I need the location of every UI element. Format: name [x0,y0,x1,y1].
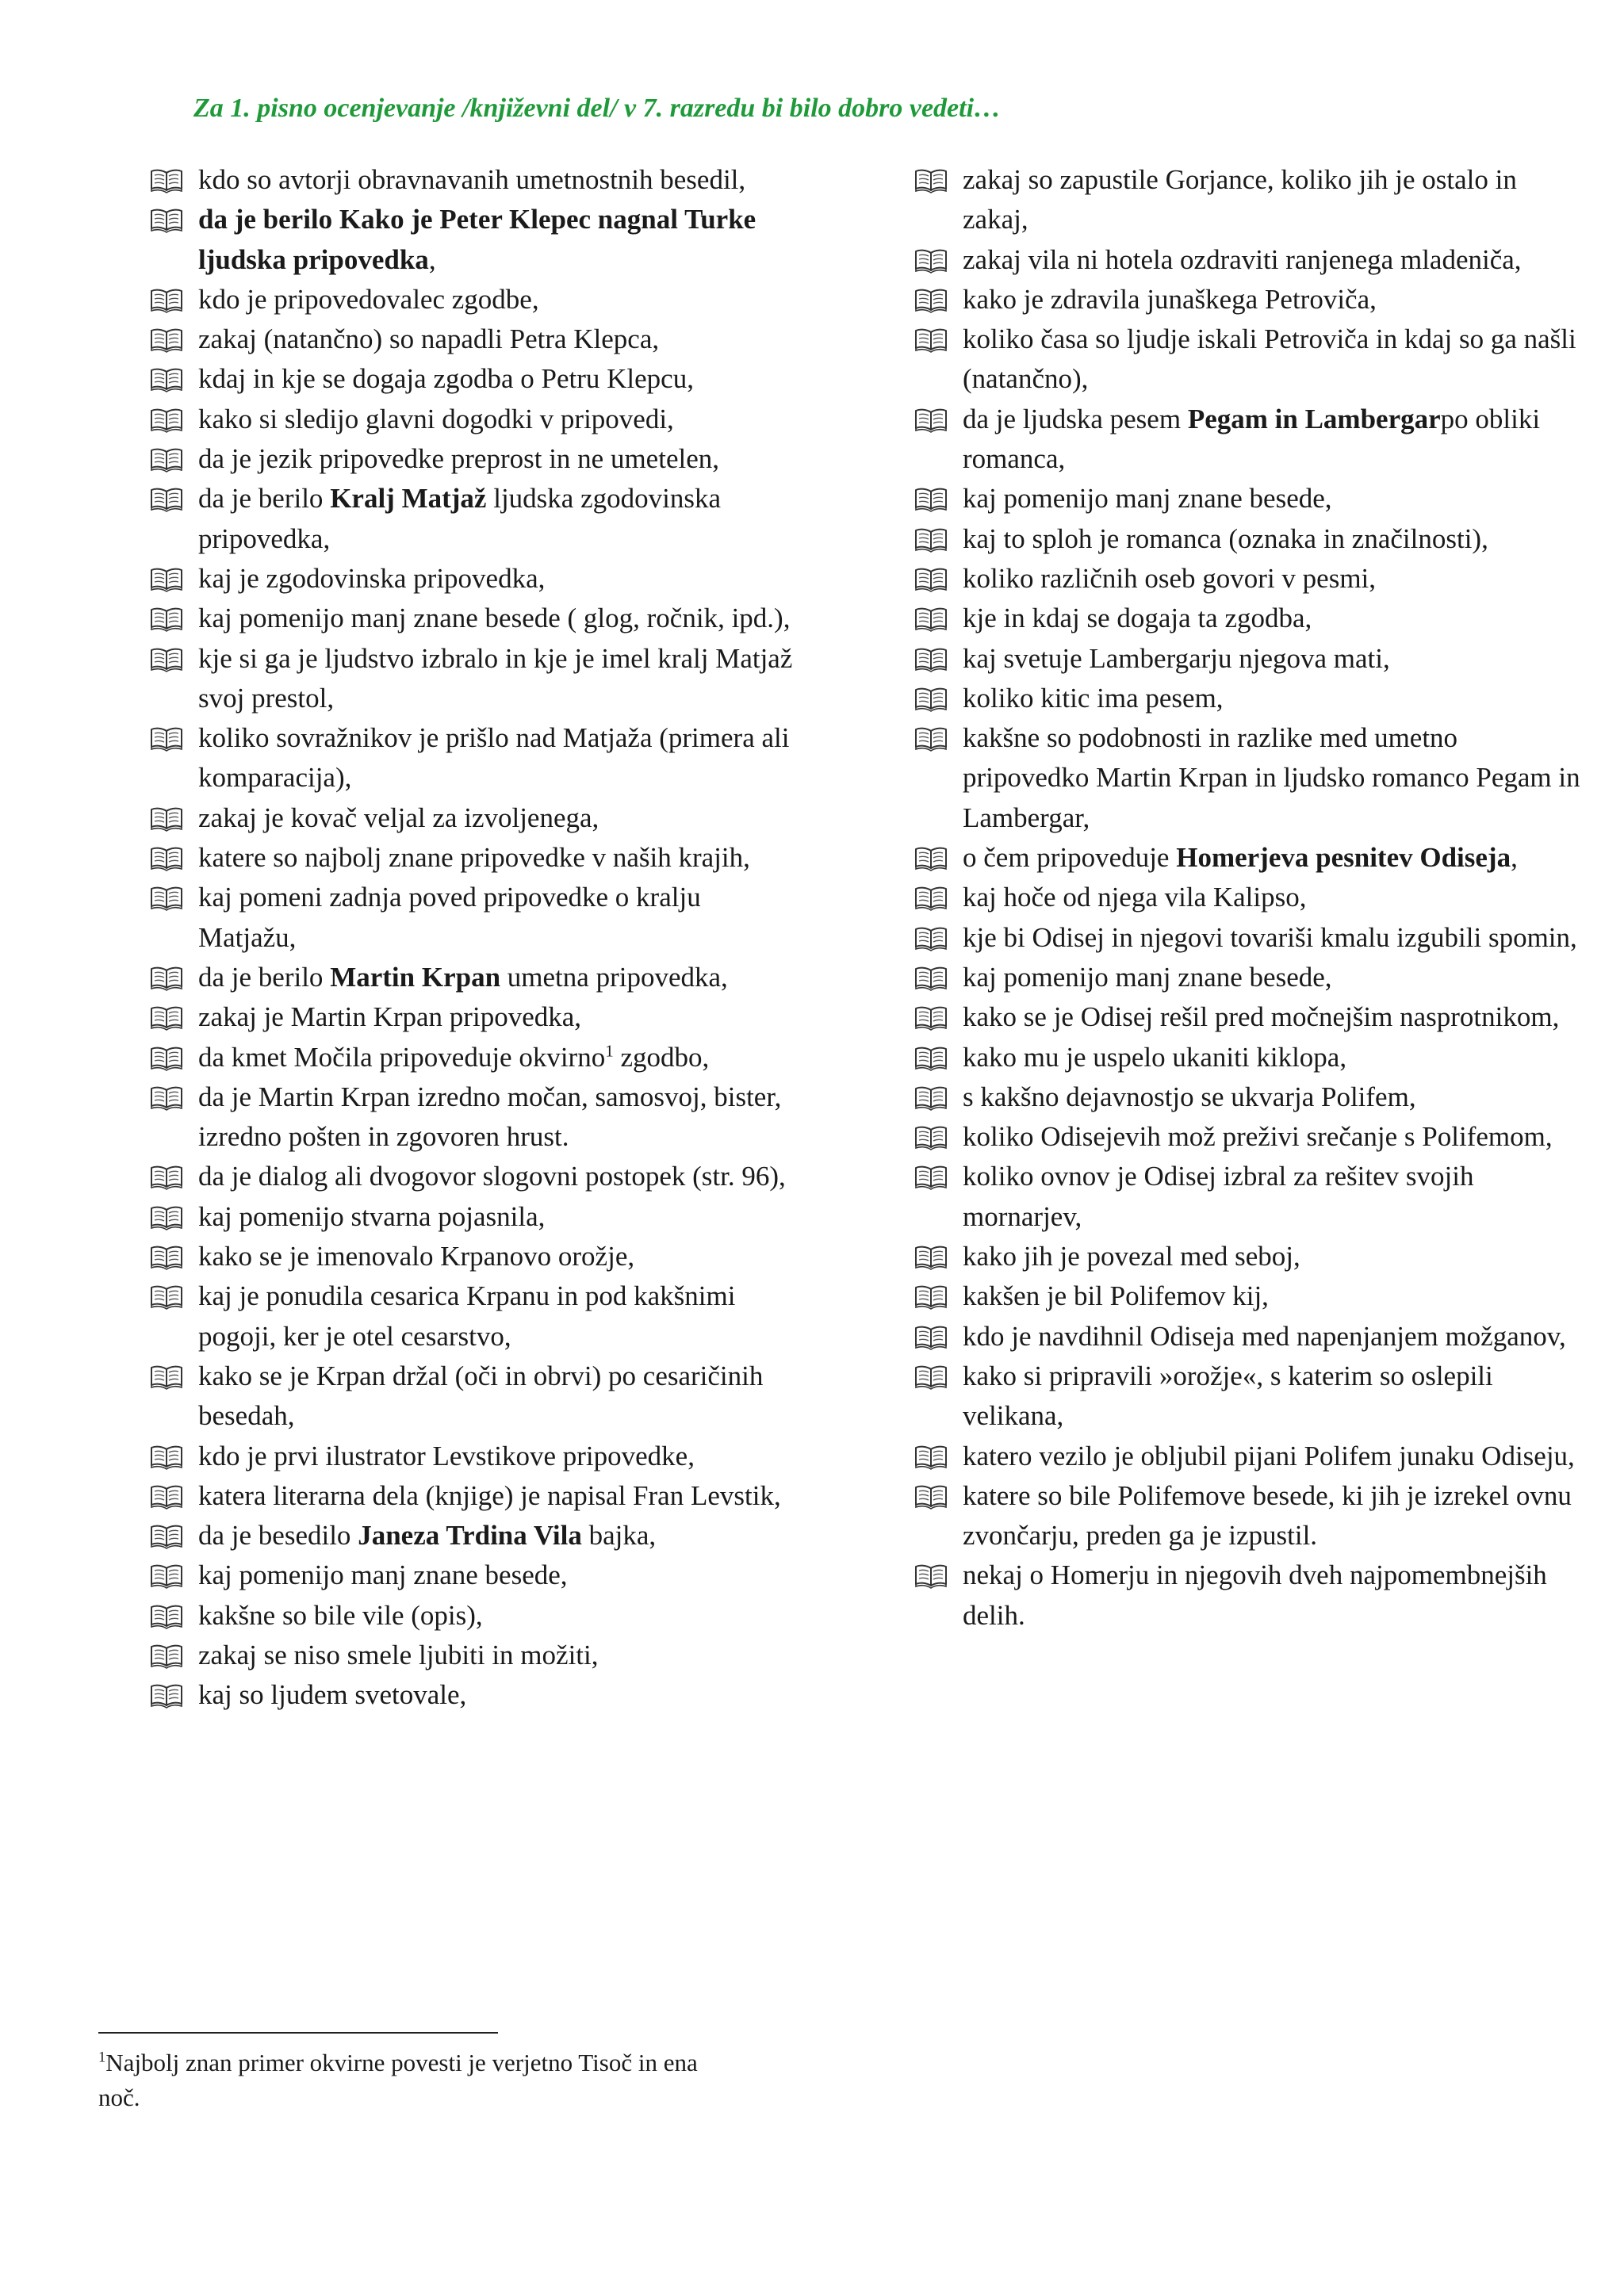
knowledge-list-left [144,160,802,1716]
list-item [144,1077,802,1158]
open-book-icon [914,1125,948,1150]
list-item [144,1276,802,1357]
list-item [909,997,1583,1037]
open-book-icon [914,726,948,752]
list-item-title: Martin Krpan [330,961,501,993]
list-item-text: kako je zdravila junaškega Petroviča, [963,283,1377,315]
list-item [909,1117,1583,1157]
list-item-text: koliko sovražnikov je prišlo nad Matjaža (primera ali komparacija), [198,722,790,794]
list-item [144,1357,802,1437]
open-book-icon [914,1484,948,1510]
list-item [909,280,1583,320]
list-item [909,400,1583,480]
list-item [909,639,1583,679]
open-book-icon [149,168,184,193]
list-item-title: Kralj Matjaž [330,483,487,515]
list-item [144,1516,802,1556]
list-item-text: kako se je imenovalo Krpanovo orožje, [198,1241,635,1272]
left-column [144,160,802,1716]
list-item-text: kakšne so bile vile (opis), [198,1599,483,1631]
list-item-text: da je jezik pripovedke preprost in ne umetelen, [198,443,719,475]
open-book-icon [914,1563,948,1589]
footnote-text: Najbolj znan primer okvirne povesti je verjetno Tisoč in ena noč. [98,2049,698,2111]
open-book-icon [149,1046,184,1071]
list-item [909,958,1583,997]
list-item-text: kaj je ponudila cesarica Krpanu in pod kakšnimi pogoji, ker je otel cesarstvo, [198,1280,736,1352]
list-item-text: s kakšno dejavnostjo se ukvarja Polifem, [963,1081,1416,1112]
list-item [144,1237,802,1276]
list-item [144,838,802,878]
list-item-text: umetna pripovedka, [500,961,728,993]
list-item [909,599,1583,638]
open-book-icon [149,1604,184,1629]
list-item-text: kdo je navdihnil Odiseja med napenjanjem možganov, [963,1320,1566,1352]
list-item-text: nekaj o Homerju in njegovih dveh najpomembnejših delih. [963,1559,1547,1631]
page-title: Za 1. pisno ocenjevanje /književni del/ v 7. razredu bi bilo dobro vedeti… [193,94,1002,123]
list-item-text: koliko časa so ljudje iskali Petroviča in kdaj so ga našli (natančno), [963,323,1576,395]
list-item-text: koliko ovnov je Odisej izbral za rešitev svojih mornarjev, [963,1161,1474,1232]
list-item [144,479,802,559]
list-item-text: kaj je zgodovinska pripovedka, [198,562,546,594]
list-item [909,679,1583,718]
list-item [144,1437,802,1476]
list-item-text: kako jih je povezal med seboj, [963,1241,1300,1272]
list-item-text: koliko Odisejevih mož preživi srečanje s Polifemom, [963,1121,1553,1153]
open-book-icon [149,487,184,512]
list-item [144,599,802,638]
open-book-icon [914,327,948,353]
list-item-text: kdo je prvi ilustrator Levstikove pripovedke, [198,1440,695,1471]
open-book-icon [149,447,184,473]
list-item [909,878,1583,917]
list-item [144,400,802,439]
list-item-text: katera literarna dela (knjige) je napisal Fran Levstik, [198,1479,781,1511]
list-item [144,958,802,997]
open-book-icon [149,327,184,353]
list-item [909,838,1583,878]
list-item [144,1556,802,1595]
list-item [144,1197,802,1237]
list-item-text: kakšen je bil Polifemov kij, [963,1280,1269,1312]
open-book-icon [914,487,948,512]
list-item [144,1038,802,1077]
list-item [909,1556,1583,1636]
list-item-text: kaj pomenijo stvarna pojasnila, [198,1200,546,1232]
list-item [144,997,802,1037]
open-book-icon [914,886,948,911]
open-book-icon [914,567,948,592]
open-book-icon [149,726,184,752]
list-item [909,718,1583,838]
open-book-icon [149,607,184,632]
list-item-text: kje bi Odisej in njegovi tovariši kmalu izgubili spomin, [963,921,1577,953]
open-book-icon [149,567,184,592]
open-book-icon [149,1364,184,1390]
list-item-text: kako si sledijo glavni dogodki v pripovedi, [198,403,674,434]
list-item-text: bajka, [581,1520,657,1552]
list-item [909,160,1583,240]
open-book-icon [149,288,184,313]
right-column [909,160,1583,1636]
list-item-text: po obliki romanca, [963,403,1541,475]
list-item-text: zakaj je kovač veljal za izvoljenega, [198,802,599,833]
open-book-icon [914,1445,948,1470]
list-item-text: da je dialog ali dvogovor slogovni postopek (str. 96), [198,1161,786,1192]
open-book-icon [914,1284,948,1310]
list-item-text: zakaj so zapustile Gorjance, koliko jih je ostalo in zakaj, [963,164,1517,235]
list-item-text: kdo so avtorji obravnavanih umetnostnih besedil, [198,164,746,195]
list-item [909,479,1583,519]
list-item [144,798,802,838]
list-item-text: zgodbo, [613,1041,710,1073]
list-item-title: Pegam in Lambergar [1187,403,1441,434]
open-book-icon [149,1245,184,1270]
list-item [144,878,802,958]
list-item [909,1038,1583,1077]
list-item [144,439,802,479]
open-book-icon [914,687,948,712]
list-item [909,1476,1583,1556]
open-book-icon [914,1165,948,1190]
list-item-text: kaj svetuje Lambergarju njegova mati, [963,642,1390,674]
list-item-text: o čem pripoveduje [963,842,1177,874]
list-item-text: kaj pomenijo manj znane besede ( glog, ročnik, ipd.), [198,603,791,634]
open-book-icon [914,288,948,313]
footnote-divider [98,2032,498,2034]
list-item-text: kako si pripravili »orožje«, s katerim so oslepili velikana, [963,1360,1493,1432]
open-book-icon [914,527,948,553]
list-item-text: kaj pomeni zadnja poved pripovedke o kralju Matjažu, [198,882,701,953]
list-item-text: zakaj (natančno) so napadli Petra Klepca, [198,323,660,355]
list-item [909,1317,1583,1357]
list-item-title: da je berilo Kako je Peter Klepec nagnal Turke ljudska pripovedka [198,204,756,275]
list-item-text: kaj so ljudem svetovale, [198,1679,467,1711]
list-item [144,320,802,359]
list-item [144,200,802,280]
list-item [144,559,802,599]
footnote-mark: 1 [98,2049,106,2066]
open-book-icon [914,168,948,193]
list-item [144,359,802,399]
open-book-icon [149,1284,184,1310]
open-book-icon [149,1524,184,1549]
footnote-reference: 1 [605,1040,614,1060]
list-item-text: kaj hoče od njega vila Kalipso, [963,882,1307,913]
open-book-icon [914,1364,948,1390]
list-item [144,1675,802,1715]
list-item [909,519,1583,559]
open-book-icon [149,1484,184,1510]
open-book-icon [914,408,948,433]
open-book-icon [149,408,184,433]
list-item-text: katero vezilo je obljubil pijani Polifem junaku Odiseju, [963,1440,1575,1471]
footnote [98,2045,733,2115]
open-book-icon [149,208,184,233]
list-item [144,639,802,719]
list-item [144,1476,802,1516]
list-item-text: kako se je Krpan držal (oči in obrvi) po cesaričinih besedah, [198,1360,764,1432]
open-book-icon [914,1046,948,1071]
list-item [909,1276,1583,1316]
knowledge-list-right [909,160,1583,1636]
list-item [909,1237,1583,1276]
open-book-icon [149,966,184,991]
open-book-icon [149,806,184,832]
list-item-text: kakšne so podobnosti in razlike med umetno pripovedko Martin Krpan in ljudsko romanco Pegam in Lambergar, [963,722,1580,833]
list-item [144,718,802,798]
open-book-icon [149,1445,184,1470]
open-book-icon [914,1005,948,1031]
list-item-title: Homerjeva pesnitev Odiseja [1176,842,1511,874]
open-book-icon [149,1683,184,1709]
open-book-icon [914,248,948,274]
list-item [144,1157,802,1196]
list-item-text: zakaj vila ni hotela ozdraviti ranjenega mladeniča, [963,243,1522,275]
list-item [909,1437,1583,1476]
open-book-icon [149,1005,184,1031]
open-book-icon [914,966,948,991]
list-item-text: kaj pomenijo manj znane besede, [963,483,1332,515]
list-item [909,1077,1583,1117]
open-book-icon [914,607,948,632]
list-item-text: da je berilo [198,961,331,993]
list-item-title: Janeza Trdina Vila [358,1520,582,1552]
list-item-text: kje si ga je ljudstvo izbralo in kje je imel kralj Matjaž svoj prestol, [198,642,793,714]
list-item [909,240,1583,280]
open-book-icon [914,1325,948,1350]
list-item [144,1636,802,1675]
open-book-icon [914,1085,948,1111]
list-item-text: ljudska zgodovinska pripovedka, [198,483,721,554]
list-item-text: kdaj in kje se dogaja zgodba o Petru Klepcu, [198,363,694,395]
list-item-text: kako se je Odisej rešil pred močnejšim nasprotnikom, [963,1001,1560,1033]
list-item-text: kaj to sploh je romanca (oznaka in značilnosti), [963,522,1488,554]
open-book-icon [914,647,948,672]
list-item [144,1596,802,1636]
open-book-icon [149,1085,184,1111]
list-item-text: da kmet Močila pripoveduje okvirno [198,1041,606,1073]
list-item [909,1357,1583,1437]
open-book-icon [914,1245,948,1270]
list-item-text: koliko različnih oseb govori v pesmi, [963,562,1377,594]
list-item [144,160,802,200]
list-item-text: , [428,243,436,275]
list-item [909,320,1583,400]
list-item-text: , [1511,842,1518,874]
list-item-text: kje in kdaj se dogaja ta zgodba, [963,603,1312,634]
open-book-icon [149,367,184,392]
open-book-icon [149,1205,184,1230]
list-item-text: da je berilo [198,483,331,515]
list-item-text: kako mu je uspelo ukaniti kiklopa, [963,1041,1347,1073]
list-item-text: katere so najbolj znane pripovedke v naših krajih, [198,842,750,874]
list-item-text: kaj pomenijo manj znane besede, [198,1559,568,1591]
list-item [144,280,802,320]
open-book-icon [149,647,184,672]
open-book-icon [914,846,948,871]
list-item-text: zakaj je Martin Krpan pripovedka, [198,1001,582,1033]
open-book-icon [914,926,948,951]
list-item-text: kaj pomenijo manj znane besede, [963,961,1332,993]
list-item-text: zakaj se niso smele ljubiti in možiti, [198,1639,599,1670]
list-item [909,918,1583,958]
open-book-icon [149,1165,184,1190]
list-item-text: kdo je pripovedovalec zgodbe, [198,283,539,315]
list-item-text: da je ljudska pesem [963,403,1188,434]
list-item [909,559,1583,599]
open-book-icon [149,886,184,911]
open-book-icon [149,846,184,871]
list-item-text: katere so bile Polifemove besede, ki jih je izrekel ovnu zvončarju, preden ga je izpustil. [963,1479,1572,1552]
list-item-text: da je besedilo [198,1520,358,1552]
open-book-icon [149,1563,184,1589]
list-item [909,1157,1583,1237]
open-book-icon [149,1644,184,1669]
list-item-text: da je Martin Krpan izredno močan, samosvoj, bister, izredno pošten in zgovoren hrust. [198,1081,782,1153]
list-item-text: koliko kitic ima pesem, [963,682,1224,714]
